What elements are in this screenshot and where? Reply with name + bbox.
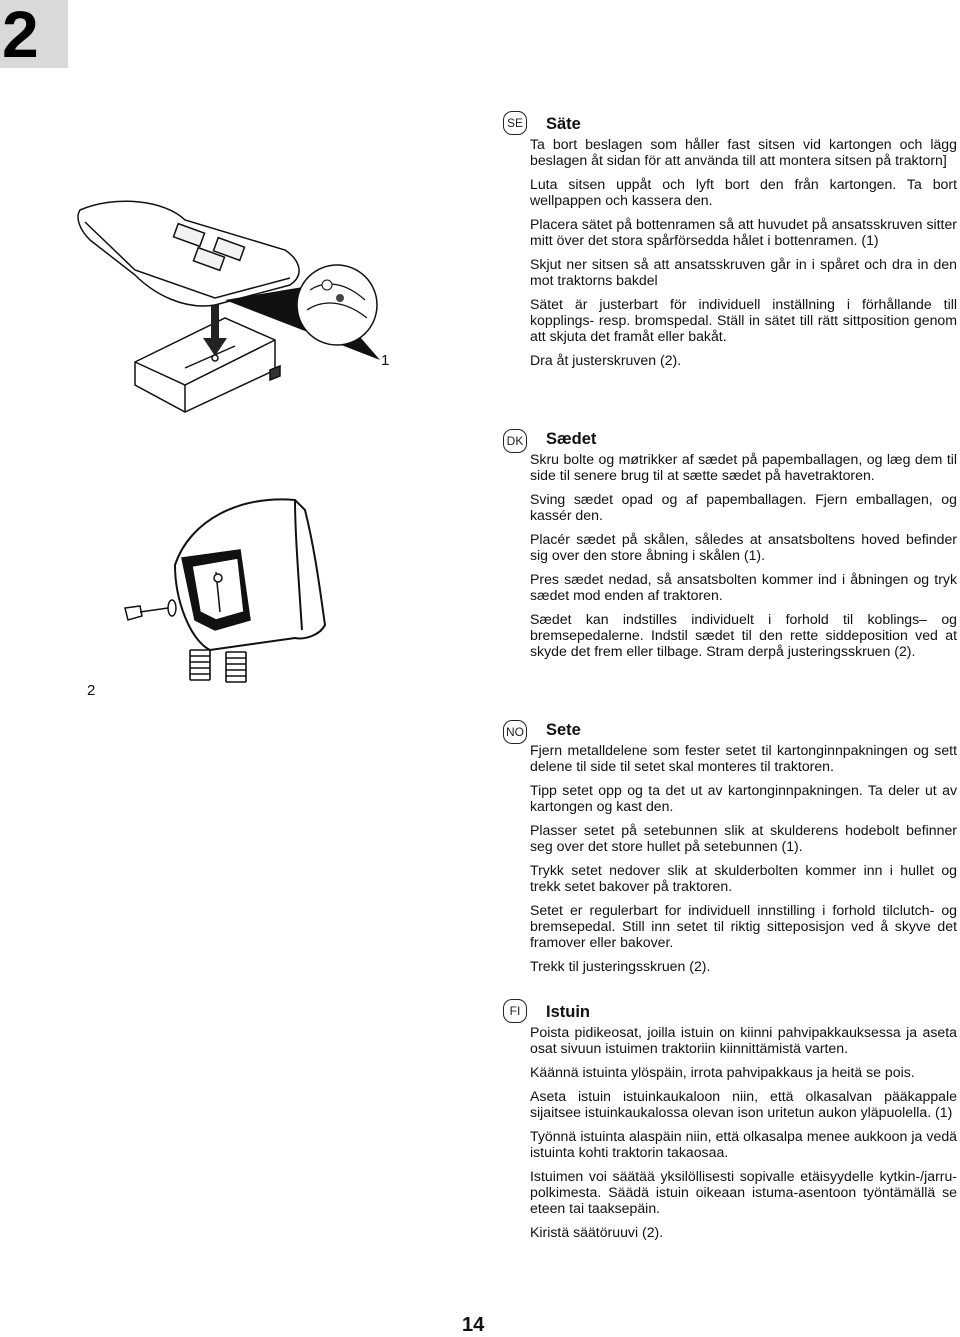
paragraph: Skjut ner sitsen så att ansatsskruven går in i spåret och dra in den mot traktorns bakdel <box>530 256 957 288</box>
paragraph: Plasser setet på setebunnen slik at skulderens hodebolt befinner seg over det store hullet på setebunnen (1). <box>530 822 957 854</box>
section-body-fi <box>530 1024 957 1248</box>
paragraph: Trykk setet nedover slik at skulderbolten kommer inn i hullet og trekk setet bakover på traktoren. <box>530 862 957 894</box>
paragraph: Skru bolte og møtrikker af sædet på papemballagen, og læg dem til side til senere brug til at sætte sædet på havetraktoren. <box>530 451 957 483</box>
figure-1-label: 1 <box>381 352 390 369</box>
section-body-no <box>530 742 957 982</box>
figure-2-seat-illustration <box>120 490 340 690</box>
chapter-tab <box>0 0 68 71</box>
paragraph: Sving sædet opad og af papemballagen. Fjern emballagen, og kassér den. <box>530 491 957 523</box>
paragraph: Luta sitsen uppåt och lyft bort den från kartongen. Ta bort wellpappen och kassera den. <box>530 176 957 208</box>
section-title-fi: Istuin <box>546 1003 590 1021</box>
seat-shell <box>78 201 299 306</box>
paragraph: Aseta istuin istuinkaukaloon niin, että olkasalvan pääkappale sijaitsee istuinkaukalossa olevan ison uritetun aukon yläpuolella. (1) <box>530 1088 957 1120</box>
section-body-dk <box>530 451 957 667</box>
lang-badge-fi: FI <box>503 999 527 1023</box>
paragraph: Ta bort beslagen som håller fast sitsen vid kartongen och lägg beslagen åt sidan för att använda till att montera sitsen på traktorn] <box>530 136 957 168</box>
page-number: 14 <box>462 1314 485 1336</box>
section-title-dk: Sædet <box>546 430 597 448</box>
paragraph: Kiristä säätöruuvi (2). <box>530 1224 664 1240</box>
chapter-number: 2 <box>2 0 39 71</box>
figure-1-seat-illustration <box>75 190 385 425</box>
paragraph: Setet er regulerbart for individuell innstilling i forhold tilclutch- og bremsepedal. Still inn setet til riktig sitteposisjon ved å skyve det framover eller bakover. <box>530 902 957 950</box>
section-title-no: Sete <box>546 721 581 739</box>
paragraph: Placera sätet på bottenramen så att huvudet på ansatsskruven sitter mitt över det stora spårförsedda hålet i bottenramen. (1) <box>530 216 957 248</box>
paragraph: Pres sædet nedad, så ansatsbolten kommer ind i åbningen og tryk sædet mod enden af traktoren. <box>530 571 957 603</box>
paragraph: Placér sædet på skålen, således at ansatsboltens hoved befinder sig over den store åbning i skålen (1). <box>530 531 957 563</box>
paragraph: Käännä istuinta ylöspäin, irrota pahvipakkaus ja heitä se pois. <box>530 1064 915 1080</box>
paragraph: Poista pidikeosat, joilla istuin on kiinni pahvipakkauksessa ja aseta osat sivuun istuimen traktoriin kiinnittämistä varten. <box>530 1024 957 1056</box>
adjustment-knob-icon <box>125 600 176 620</box>
base-plate <box>135 318 280 412</box>
lang-badge-se: SE <box>503 111 527 135</box>
lang-badge-dk: DK <box>503 429 527 453</box>
paragraph: Tipp setet opp og ta det ut av kartonginnpakningen. Ta deler ut av kartongen og kast den. <box>530 782 957 814</box>
paragraph: Sätet är justerbart för individuell inställning i förhållande till kopplings- resp. bromspedal. Ställ in sätet till rätt sittposition genom att skjuta det framåt eller bakåt. <box>530 296 957 344</box>
paragraph: Työnnä istuinta alaspäin niin, että olkasalpa menee aukkoon ja vedä istuinta kohti traktorin takaosaa. <box>530 1128 957 1160</box>
paragraph: Trekk til justeringsskruen (2). <box>530 958 711 974</box>
paragraph: Fjern metalldelene som fester setet til kartonginnpakningen og sett delene til side til setet skal monteres til traktoren. <box>530 742 957 774</box>
paragraph: Sædet kan indstilles individuelt i forhold til koblings– og bremsepedalerne. Indstil sædet til den rette siddeposition ved at skyde det frem eller tilbage. Stram derpå justeringsskruen (2). <box>530 611 957 659</box>
section-body-se <box>530 136 957 376</box>
paragraph: Dra åt justerskruven (2). <box>530 352 682 368</box>
detail-circle <box>297 265 377 345</box>
paragraph: Istuimen voi säätää yksilöllisesti sopivalle etäisyydelle kytkin-/jarru-polkimesta. Säädä istuin oikeaan istuma-asentoon työntämällä se eteen tai taaksepäin. <box>530 1168 957 1216</box>
figure-2-label: 2 <box>87 682 96 699</box>
lang-badge-no: NO <box>503 720 527 744</box>
section-title-se: Säte <box>546 115 581 133</box>
springs-icon <box>190 650 246 682</box>
